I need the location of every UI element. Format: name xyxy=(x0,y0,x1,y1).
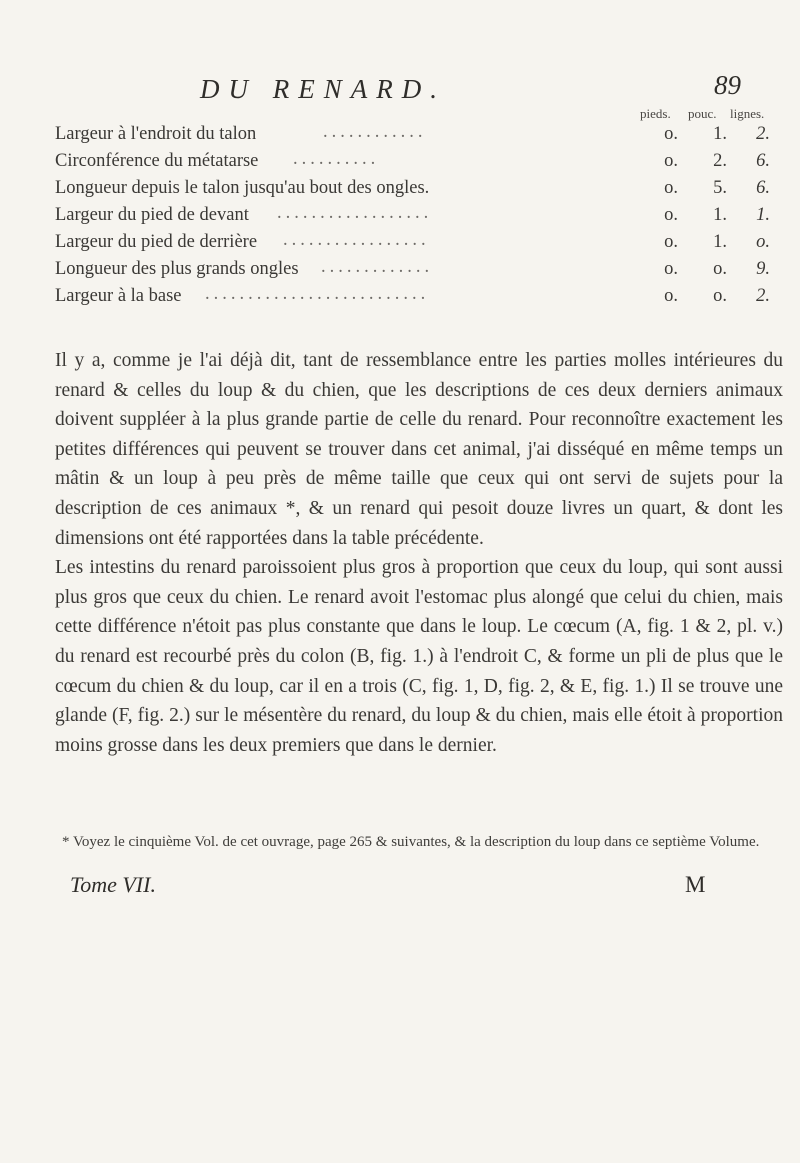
measurement-row xyxy=(55,151,785,177)
page-number: 89 xyxy=(714,70,741,100)
volume-signature: Tome VII. xyxy=(70,872,156,897)
value-pouces: 1. xyxy=(713,124,727,144)
value-pouces: 2. xyxy=(713,151,727,171)
value-pieds: o. xyxy=(664,178,678,198)
value-lignes: o. xyxy=(756,232,770,252)
value-pieds: o. xyxy=(664,124,678,144)
value-pieds: o. xyxy=(664,205,678,225)
value-lignes: 2. xyxy=(756,286,770,306)
dot-leader: ............ xyxy=(323,122,427,142)
value-lignes: 9. xyxy=(756,259,770,279)
paragraph: Il y a, comme je l'ai déjà dit, tant de ressemblance entre les parties molles intérieures du renard & celles du loup & du chien, que les descriptions de ces deux derniers animaux doivent suppléer à la plus grande partie de celle du renard. Pour reconnoître exactement les petites différences qui peuvent se trouver dans cet animal, j'ai disséqué en même temps un mâtin & un loup à peu près de même taille que ceux qui ont servi de sujets pour la description de ces animaux *, & un renard qui pesoit douze livres un quart, & dont les dimensions ont été rapportées dans la table précédente. xyxy=(55,350,783,549)
body-text xyxy=(55,346,783,760)
measurement-label: Largeur du pied de devant xyxy=(55,205,249,225)
unit-pouces: pouc. xyxy=(688,106,717,121)
value-lignes: 6. xyxy=(756,151,770,171)
value-lignes: 2. xyxy=(756,124,770,144)
value-pieds: o. xyxy=(664,286,678,306)
dot-leader: ............. xyxy=(321,257,434,277)
measurement-label: Largeur à la base xyxy=(55,286,182,306)
dot-leader: .................. xyxy=(277,203,433,223)
value-pouces: 1. xyxy=(713,205,727,225)
value-lignes: 6. xyxy=(756,178,770,198)
value-pieds: o. xyxy=(664,232,678,252)
gathering-signature: M xyxy=(685,872,706,897)
value-pieds: o. xyxy=(664,151,678,171)
measurement-row xyxy=(55,286,785,312)
measurement-label: Longueur des plus grands ongles xyxy=(55,259,299,279)
measurement-row xyxy=(55,232,785,258)
dot-leader: ................. xyxy=(283,230,430,250)
measurement-label: Largeur à l'endroit du talon xyxy=(55,124,257,144)
value-pouces: 5. xyxy=(713,178,727,198)
unit-lignes: lignes. xyxy=(730,106,765,121)
measurement-row xyxy=(55,124,785,150)
value-lignes: 1. xyxy=(756,205,770,225)
measurement-row xyxy=(55,205,785,231)
paragraph: Les intestins du renard paroissoient plus gros à proportion que ceux du loup, qui sont aussi plus gros que ceux du chien. Le renard avoit l'estomac plus alongé que celui du chien, mais cette différence n'étoit pas plus constante que dans le loup. Le cœcum (A, fig. 1 & 2, pl. v.) du renard est recourbé près du colon (B, fig. 1.) à l'endroit C, & forme un pli de plus que le cœcum du chien & du loup, car il en a trois (C, fig. 1, D, fig. 2, & E, fig. 1.) Il se trouve une glande (F, fig. 2.) sur le mésentère du renard, du loup & du chien, mais elle étoit à proportion moins grosse dans les deux premiers que dans le dernier. xyxy=(55,557,783,756)
measurement-row xyxy=(55,178,785,204)
unit-pieds: pieds. xyxy=(640,106,671,121)
measurement-row xyxy=(55,259,785,285)
measurement-label: Longueur depuis le talon jusqu'au bout des ongles. xyxy=(55,178,430,198)
measurement-label: Circonférence du métatarse xyxy=(55,151,259,171)
dot-leader: .......... xyxy=(293,149,380,169)
dot-leader: .......................... xyxy=(205,284,430,304)
value-pieds: o. xyxy=(664,259,678,279)
value-pouces: o. xyxy=(713,286,727,306)
footnote: * Voyez le cinquième Vol. de cet ouvrage, page 265 & suivantes, & la description du loup dans ce septième Volume. xyxy=(62,834,760,850)
value-pouces: 1. xyxy=(713,232,727,252)
running-head: DU RENARD. xyxy=(200,74,446,104)
measurement-label: Largeur du pied de derrière xyxy=(55,232,258,252)
value-pouces: o. xyxy=(713,259,727,279)
